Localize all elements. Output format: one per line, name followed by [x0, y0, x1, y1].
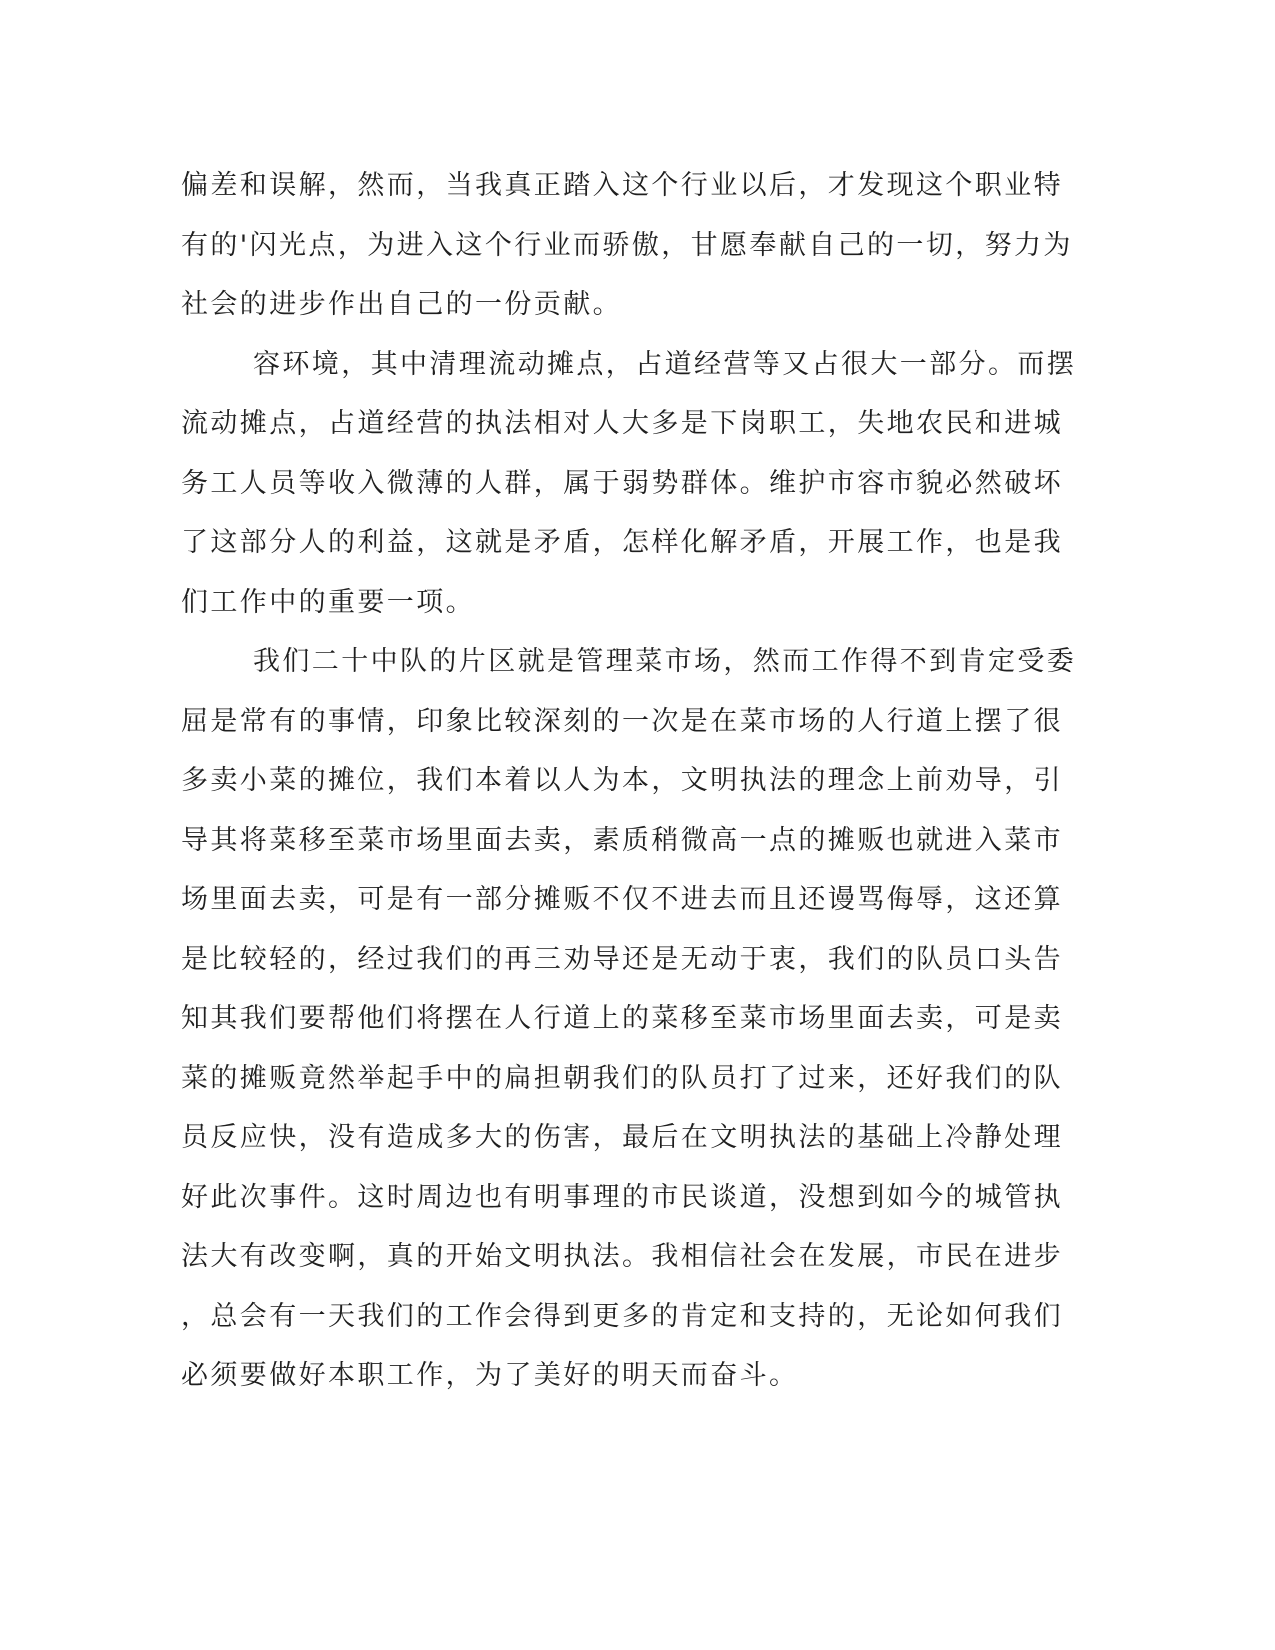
text-line: 有的'闪光点，为进入这个行业而骄傲，甘愿奉献自己的一切，努力为 — [181, 229, 1073, 261]
text-line: 多卖小菜的摊位，我们本着以人为本，文明执法的理念上前劝导，引 — [181, 765, 1063, 796]
text-line: 是比较轻的，经过我们的再三劝导还是无动于衷，我们的队员口头告 — [181, 943, 1063, 975]
text-line: 了这部分人的利益，这就是矛盾，怎样化解矛盾，开展工作，也是我 — [181, 527, 1063, 558]
text-line: 流动摊点，占道经营的执法相对人大多是下岗职工，失地农民和进城 — [181, 408, 1063, 439]
paragraph-first-line: 我们二十中队的片区就是管理菜市场，然而工作得不到肯定受委 — [253, 646, 1077, 677]
text-line: 必须要做好本职工作，为了美好的明天而奋斗。 — [181, 1360, 799, 1391]
text-line: 们工作中的重要一项。 — [181, 586, 475, 618]
text-line: 社会的进步作出自己的一份贡献。 — [181, 289, 622, 320]
text-line: 菜的摊贩竟然举起手中的扁担朝我们的队员打了过来，还好我们的队 — [181, 1062, 1063, 1094]
text-line: 导其将菜移至菜市场里面去卖，素质稍微高一点的摊贩也就进入菜市 — [181, 824, 1063, 856]
text-line: 员反应快，没有造成多大的伤害，最后在文明执法的基础上冷静处理 — [181, 1122, 1063, 1153]
text-line: ，总会有一天我们的工作会得到更多的肯定和支持的，无论如何我们 — [181, 1300, 1063, 1332]
paragraph-first-line: 容环境，其中清理流动摊点，占道经营等又占很大一部分。而摆 — [253, 348, 1077, 380]
text-line: 场里面去卖，可是有一部分摊贩不仅不进去而且还谩骂侮辱，这还算 — [181, 884, 1063, 915]
text-line: 务工人员等收入微薄的人群，属于弱势群体。维护市容市貌必然破坏 — [181, 467, 1063, 499]
text-line: 偏差和误解，然而，当我真正踏入这个行业以后，才发现这个职业特 — [181, 170, 1063, 201]
document-body — [181, 156, 1077, 1406]
text-line: 知其我们要帮他们将摆在人行道上的菜移至菜市场里面去卖，可是卖 — [181, 1003, 1063, 1034]
text-line: 好此次事件。这时周边也有明事理的市民谈道，没想到如今的城管执 — [181, 1181, 1063, 1213]
text-line: 法大有改变啊，真的开始文明执法。我相信社会在发展，市民在进步 — [181, 1241, 1063, 1272]
text-line: 屈是常有的事情，印象比较深刻的一次是在菜市场的人行道上摆了很 — [181, 705, 1063, 737]
